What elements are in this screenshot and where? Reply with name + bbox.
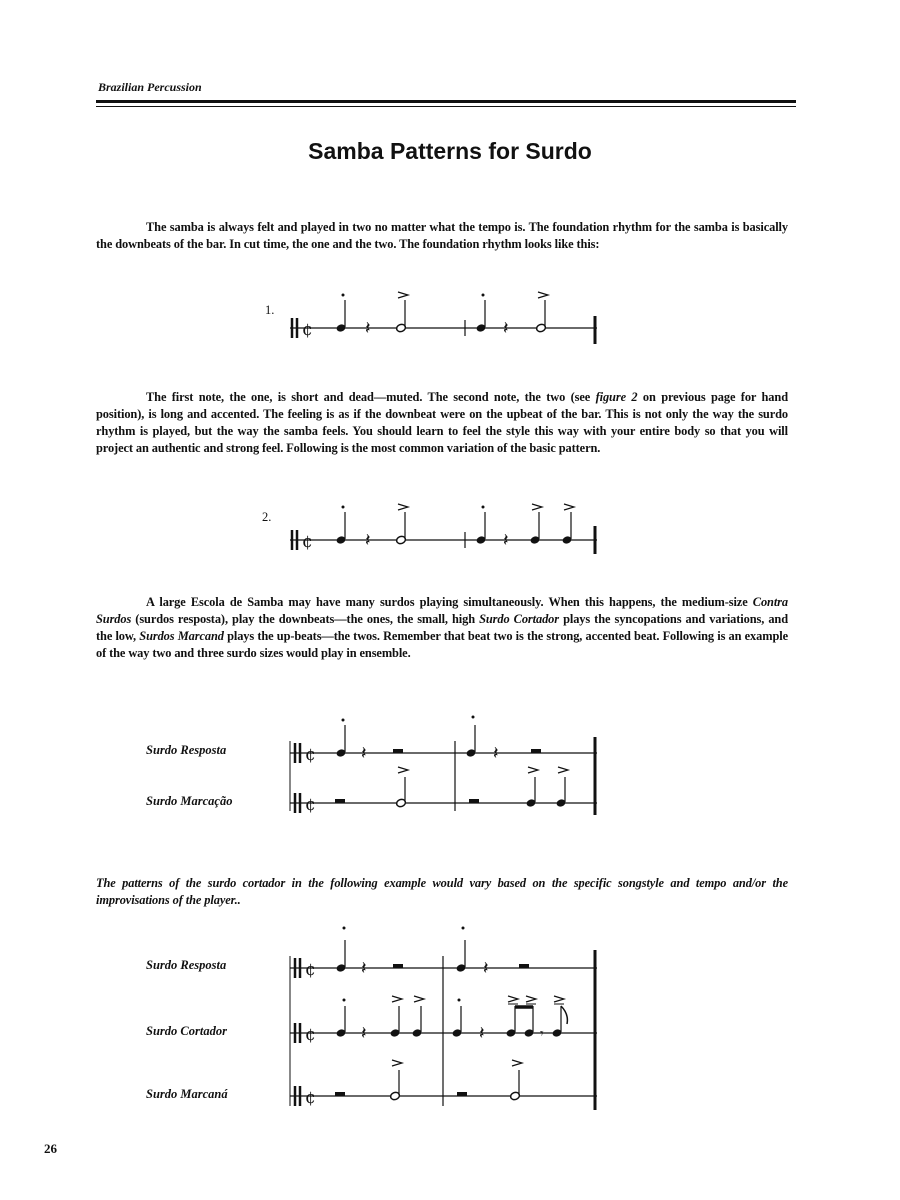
- accent-mark: [554, 996, 564, 1002]
- eighth-rest: 𝄾: [540, 1026, 544, 1042]
- header-rule-thin: [96, 106, 796, 107]
- cut-time-sign: ¢: [305, 1088, 316, 1108]
- accent-mark: [532, 504, 542, 510]
- half-rest: [519, 964, 529, 968]
- half-rest: [531, 749, 541, 753]
- cut-time-sign: ¢: [305, 795, 316, 815]
- paragraph-feel: [96, 389, 788, 457]
- accent-mark: [508, 996, 518, 1002]
- rhythm-example-2: [285, 492, 605, 562]
- example-number-2: 2.: [262, 510, 272, 524]
- page-number: 26: [44, 1141, 57, 1156]
- quarter-rest: 𝄽: [479, 1023, 485, 1044]
- accent-mark: [398, 767, 408, 773]
- example-number-1: 1.: [265, 303, 275, 317]
- staccato-dot: [343, 927, 346, 930]
- page-title: Samba Patterns for Surdo: [308, 138, 592, 164]
- staccato-dot: [482, 294, 485, 297]
- accent-mark: [526, 996, 536, 1002]
- eighth-flag: [561, 1006, 567, 1024]
- label-surdo-marcana: Surdo Marcaná: [146, 1087, 228, 1101]
- header-rule-thick: [96, 100, 796, 103]
- paragraph-escola-part-c: plays the syncopations and variations, and the low,: [96, 612, 789, 643]
- quarter-rest: 𝄽: [483, 958, 489, 979]
- staccato-dot: [458, 999, 461, 1002]
- accent-mark: [564, 504, 574, 510]
- label-surdo-marcacao: Surdo Marcação: [146, 794, 233, 808]
- half-rest: [335, 1092, 345, 1096]
- quarter-rest: 𝄽: [503, 318, 509, 339]
- staccato-dot: [462, 927, 465, 930]
- paragraph-intro: The samba is always felt and played in two no matter what the tempo is. The foundation rhythm for the samba is basically the downbeats of the bar. In cut time, the one and the two. The foundation rhythm looks like this:: [96, 220, 788, 251]
- half-rest: [393, 964, 403, 968]
- half-rest: [335, 799, 345, 803]
- quarter-rest: 𝄽: [361, 958, 367, 979]
- half-rest: [393, 749, 403, 753]
- accent-mark: [392, 996, 402, 1002]
- staccato-dot: [482, 506, 485, 509]
- paragraph-feel-part-a: The first note, the one, is short and dead—muted. The second note, the two (see: [146, 390, 596, 404]
- accent-mark: [414, 996, 424, 1002]
- accent-mark: [398, 292, 408, 298]
- quarter-rest: 𝄽: [493, 743, 499, 764]
- label-surdo-resposta-2: Surdo Resposta: [146, 958, 227, 972]
- accent-mark: [398, 504, 408, 510]
- accent-mark: [558, 767, 568, 773]
- figure-reference: figure 2: [595, 390, 638, 404]
- paragraph-escola-part-d: plays the up-beats—the twos. Remember that beat two is the strong, accented beat. Following is an example of the way two and three surdo sizes would play in ensemble.: [96, 629, 788, 660]
- quarter-rest: 𝄽: [365, 530, 371, 551]
- running-header: Brazilian Percussion: [98, 80, 202, 94]
- rhythm-example-1: [285, 280, 605, 350]
- accent-mark: [528, 767, 538, 773]
- half-rest: [457, 1092, 467, 1096]
- cut-time-sign: ¢: [302, 320, 313, 340]
- half-rest: [469, 799, 479, 803]
- quarter-rest: 𝄽: [361, 1023, 367, 1044]
- ensemble-example-1: [285, 705, 605, 825]
- staccato-dot: [342, 719, 345, 722]
- staccato-dot: [343, 999, 346, 1002]
- paragraph-escola: [96, 594, 788, 662]
- cut-time-sign: ¢: [305, 745, 316, 765]
- paragraph-feel-part-b: on previous page for hand position), is long and accented. The feeling is as if the downbeat were on the upbeat of the bar. This is not only the way the surdo rhythm is played, but the way the samba feels. You should learn to feel the style this way with your entire body so that you will project an authentic and strong feel. Following is the most common variation of the basic pattern.: [96, 390, 788, 455]
- staccato-dot: [342, 506, 345, 509]
- ensemble-example-2: [285, 920, 605, 1120]
- term-contra-surdos: Contra Surdos: [96, 595, 788, 626]
- label-surdo-cortador: Surdo Cortador: [146, 1024, 227, 1038]
- term-surdos-marcand: Surdos Marcand: [139, 629, 224, 643]
- label-surdo-resposta: Surdo Resposta: [146, 743, 227, 757]
- quarter-rest: 𝄽: [365, 318, 371, 339]
- accent-mark: [392, 1060, 402, 1066]
- cut-time-sign: ¢: [305, 960, 316, 980]
- paragraph-escola-part-a: A large Escola de Samba may have many surdos playing simultaneously. When this happens, the medium-size: [146, 595, 753, 609]
- quarter-rest: 𝄽: [361, 743, 367, 764]
- cut-time-sign: ¢: [302, 532, 313, 552]
- staccato-dot: [472, 716, 475, 719]
- term-surdo-cortador: Surdo Cortador: [479, 612, 559, 626]
- accent-mark: [538, 292, 548, 298]
- staccato-dot: [342, 294, 345, 297]
- cut-time-sign: ¢: [305, 1025, 316, 1045]
- accent-mark: [512, 1060, 522, 1066]
- paragraph-cortador-note: The patterns of the surdo cortador in the following example would vary based on the specific songstyle and tempo and/or the improvisations of the player..: [96, 876, 788, 907]
- paragraph-escola-part-b: (surdos resposta), play the downbeats—the ones, the small, high: [131, 612, 480, 626]
- quarter-rest: 𝄽: [503, 530, 509, 551]
